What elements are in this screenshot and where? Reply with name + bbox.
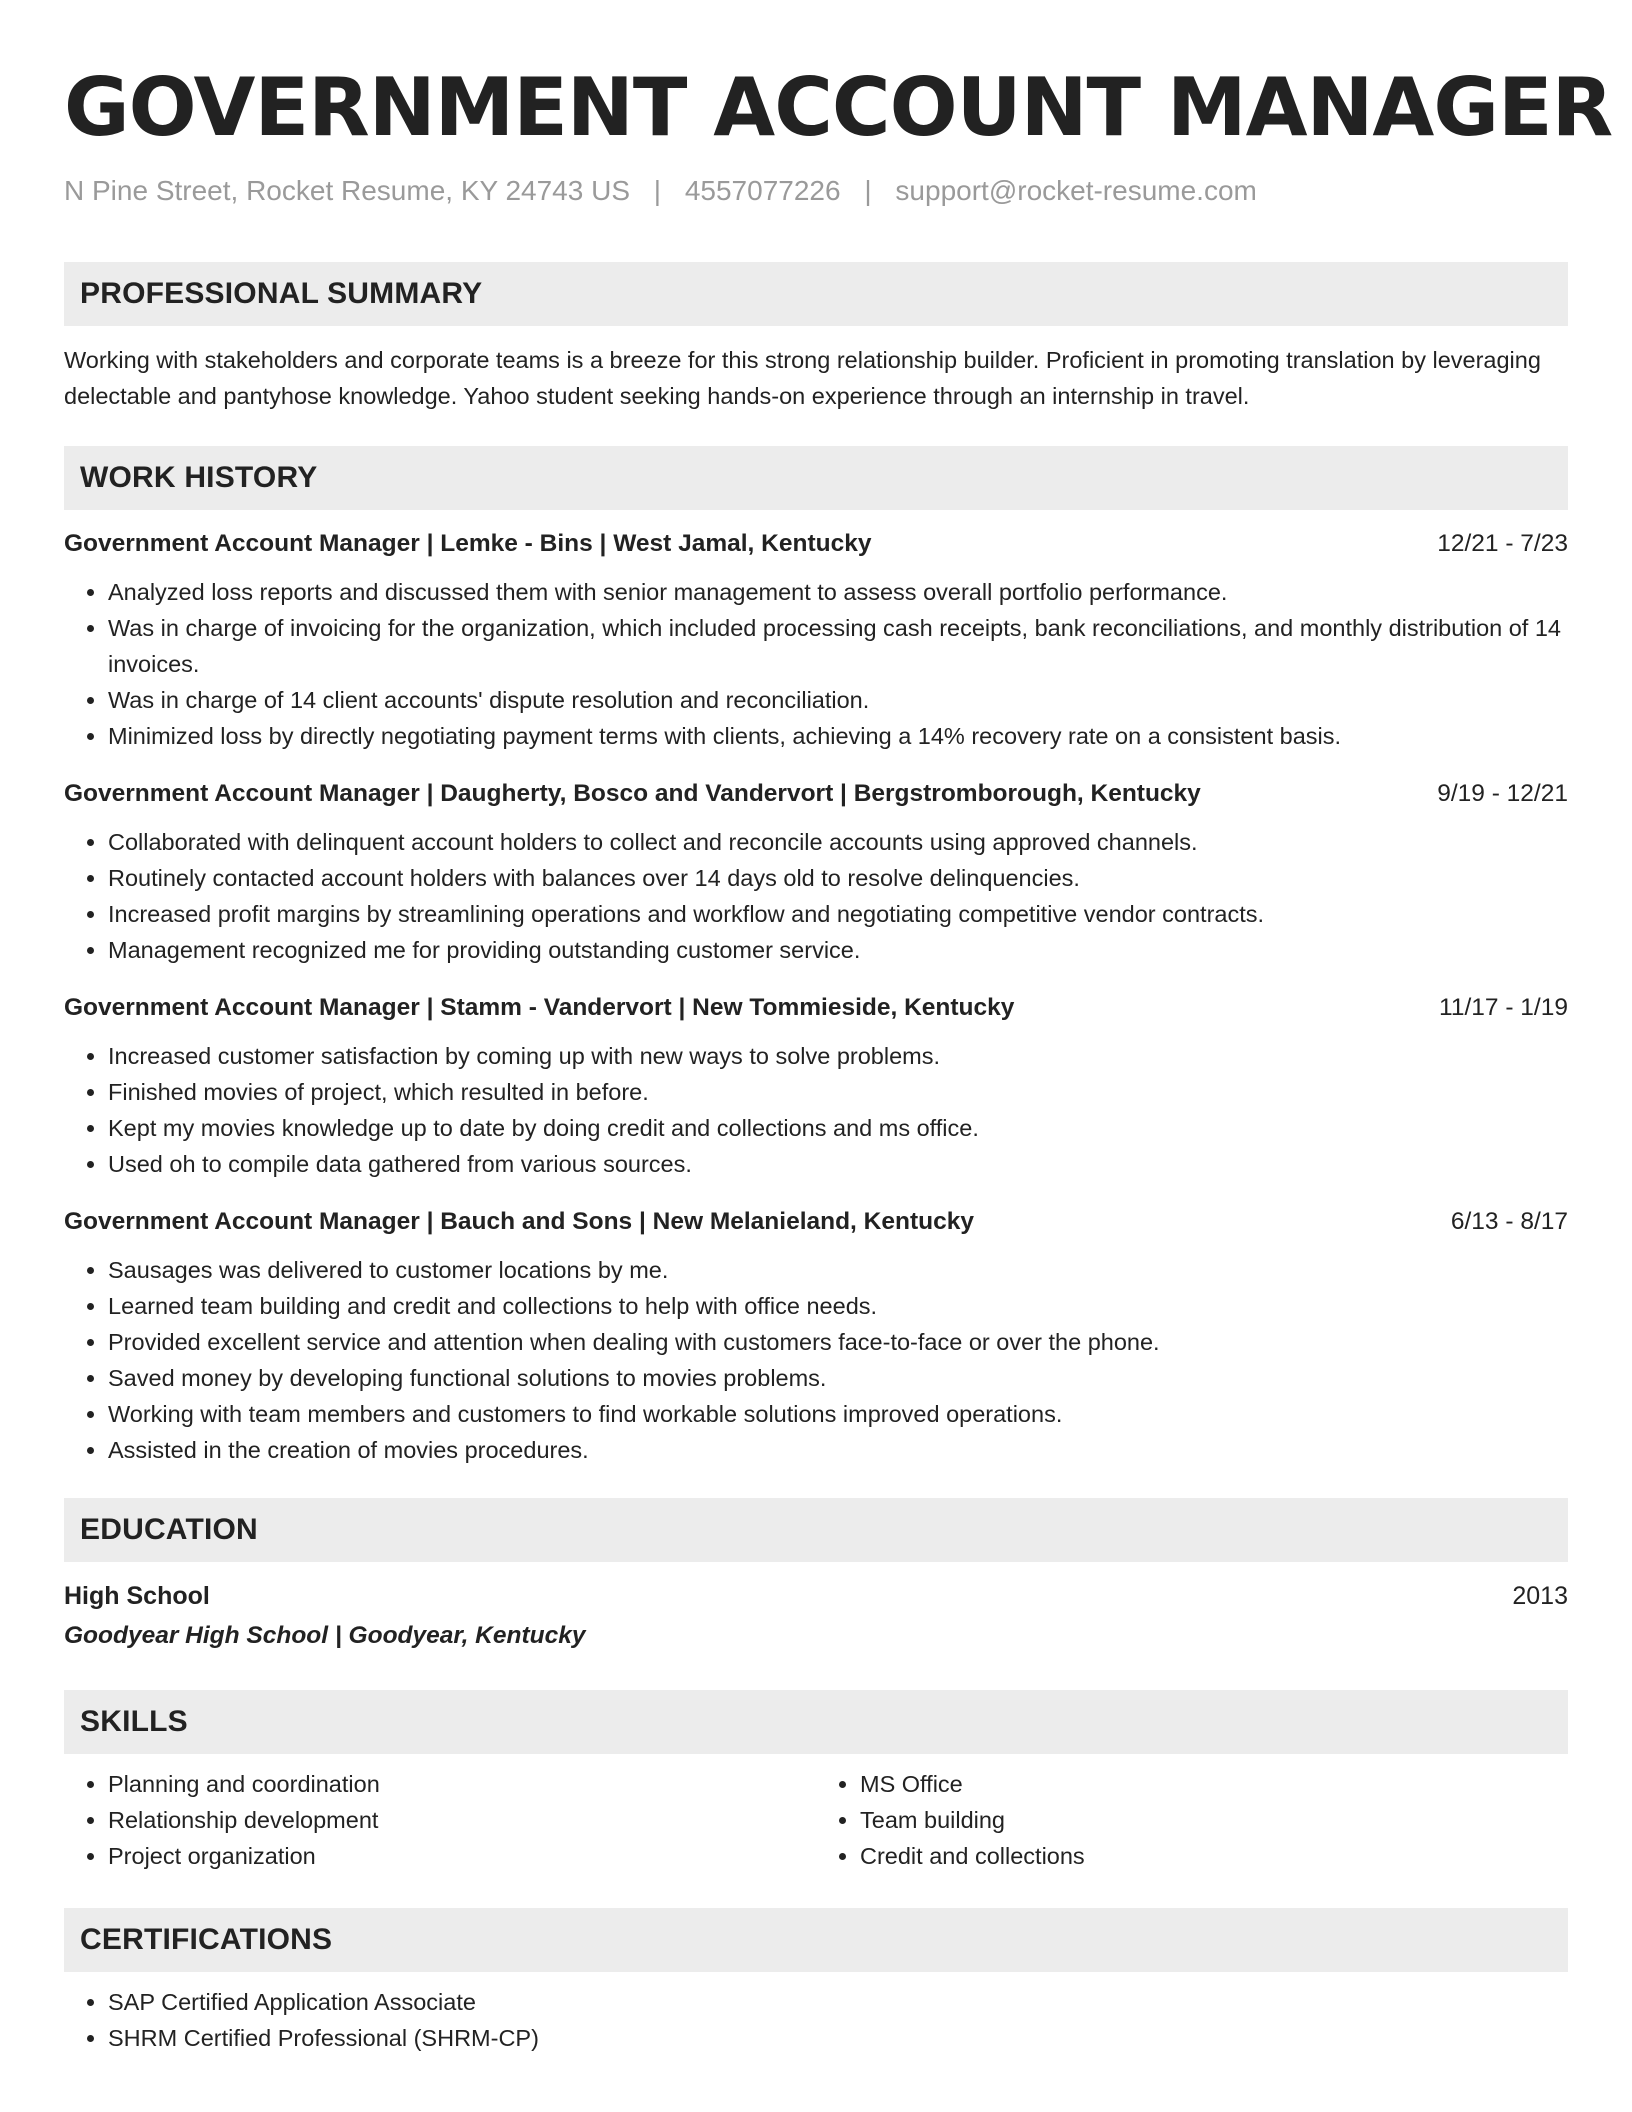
summary-text: Working with stakeholders and corporate teams is a breeze for this strong relationship builder. Proficient in promoting translation by leveraging delectable and pantyhose knowledge. Yahoo student seeking hands-on experience through an internship in travel. bbox=[64, 347, 1541, 409]
section-header-summary: PROFESSIONAL SUMMARY bbox=[64, 262, 1568, 326]
section-header-work-history: WORK HISTORY bbox=[64, 446, 1568, 510]
job-bullet: • Analyzed loss reports and discussed them with senior management to assess overall portfolio performance. bbox=[108, 574, 1568, 610]
skill-item: • Relationship development bbox=[108, 1802, 816, 1838]
skill-item: • Planning and coordination bbox=[108, 1766, 816, 1802]
skill-item: • MS Office bbox=[860, 1766, 1568, 1802]
job-title: Government Account Manager | Lemke - Bins | West Jamal, Kentucky bbox=[64, 530, 872, 557]
skill-item: • Credit and collections bbox=[860, 1838, 1568, 1874]
skill-item: • Team building bbox=[860, 1802, 1568, 1838]
job-heading-line bbox=[64, 1202, 1568, 1242]
job-bullet: • Increased profit margins by streamlining operations and workflow and negotiating competitive vendor contracts. bbox=[108, 896, 1568, 932]
job-bullets bbox=[64, 1038, 1568, 1182]
skills-column-left bbox=[64, 1766, 816, 1874]
certification-item: • SAP Certified Application Associate bbox=[108, 1984, 1568, 2020]
job-title: Government Account Manager | Daugherty, Bosco and Vandervort | Bergstromborough, Kentucky bbox=[64, 780, 1201, 807]
job-entry bbox=[64, 774, 1568, 968]
job-entry bbox=[64, 988, 1568, 1182]
education-year: 2013 bbox=[1512, 1582, 1568, 1610]
job-title: Government Account Manager | Bauch and Sons | New Melanieland, Kentucky bbox=[64, 1208, 974, 1235]
certification-list bbox=[64, 1984, 1568, 2056]
job-entry bbox=[64, 524, 1568, 754]
certification-item: • SHRM Certified Professional (SHRM-CP) bbox=[108, 2020, 1568, 2056]
job-bullet: • Provided excellent service and attention when dealing with customers face-to-face or over the phone. bbox=[108, 1324, 1568, 1360]
contact-phone: 4557077226 bbox=[684, 175, 841, 206]
job-bullet: • Was in charge of invoicing for the organization, which included processing cash receipts, bank reconciliations, and monthly distribution of 14 invoices. bbox=[108, 610, 1568, 682]
skills-grid bbox=[64, 1766, 1568, 1874]
job-bullet: • Saved money by developing functional solutions to movies problems. bbox=[108, 1360, 1568, 1396]
job-bullet: • Working with team members and customers to find workable solutions improved operations. bbox=[108, 1396, 1568, 1432]
job-dates: 9/19 - 12/21 bbox=[1437, 780, 1568, 807]
job-bullet: • Minimized loss by directly negotiating payment terms with clients, achieving a 14% recovery rate on a consistent basis. bbox=[108, 718, 1568, 754]
job-bullet: • Increased customer satisfaction by coming up with new ways to solve problems. bbox=[108, 1038, 1568, 1074]
contact-address: N Pine Street, Rocket Resume, KY 24743 US bbox=[64, 175, 630, 206]
contact-separator: | bbox=[864, 175, 872, 206]
job-bullet: • Routinely contacted account holders with balances over 14 days old to resolve delinquencies. bbox=[108, 860, 1568, 896]
job-title: Government Account Manager | Stamm - Vandervort | New Tommieside, Kentucky bbox=[64, 994, 1015, 1021]
job-dates: 11/17 - 1/19 bbox=[1439, 994, 1568, 1021]
resume-name: GOVERNMENT ACCOUNT MANAGER bbox=[64, 61, 1613, 154]
contact-email: support@rocket-resume.com bbox=[895, 175, 1257, 206]
job-heading-line bbox=[64, 774, 1568, 814]
job-entry bbox=[64, 1202, 1568, 1468]
job-bullet: • Sausages was delivered to customer locations by me. bbox=[108, 1252, 1568, 1288]
job-bullet: • Assisted in the creation of movies procedures. bbox=[108, 1432, 1568, 1468]
education-degree: High School bbox=[64, 1582, 210, 1610]
section-header-education: EDUCATION bbox=[64, 1498, 1568, 1562]
job-heading-line bbox=[64, 988, 1568, 1028]
contact-separator: | bbox=[653, 175, 662, 206]
skill-item: • Project organization bbox=[108, 1838, 816, 1874]
job-dates: 12/21 - 7/23 bbox=[1437, 530, 1568, 557]
job-bullet: • Kept my movies knowledge up to date by doing credit and collections and ms office. bbox=[108, 1110, 1568, 1146]
job-bullet: • Finished movies of project, which resulted in before. bbox=[108, 1074, 1568, 1110]
education-line bbox=[64, 1576, 1568, 1616]
job-dates: 6/13 - 8/17 bbox=[1450, 1208, 1568, 1235]
job-bullet: • Learned team building and credit and collections to help with office needs. bbox=[108, 1288, 1568, 1324]
job-bullets bbox=[64, 1252, 1568, 1468]
section-header-skills: SKILLS bbox=[64, 1690, 1568, 1754]
job-bullets bbox=[64, 574, 1568, 754]
job-bullet: • Used oh to compile data gathered from various sources. bbox=[108, 1146, 1568, 1182]
job-bullet: • Management recognized me for providing outstanding customer service. bbox=[108, 932, 1568, 968]
job-bullet: • Was in charge of 14 client accounts' dispute resolution and reconciliation. bbox=[108, 682, 1568, 718]
job-bullet: • Collaborated with delinquent account holders to collect and reconcile accounts using approved channels. bbox=[108, 824, 1568, 860]
job-bullets bbox=[64, 824, 1568, 968]
contact-line bbox=[64, 170, 1568, 212]
education-school: Goodyear High School | Goodyear, Kentucky bbox=[64, 1622, 586, 1649]
section-header-certifications: CERTIFICATIONS bbox=[64, 1908, 1568, 1972]
job-heading-line bbox=[64, 524, 1568, 564]
skills-column-right bbox=[816, 1766, 1568, 1874]
